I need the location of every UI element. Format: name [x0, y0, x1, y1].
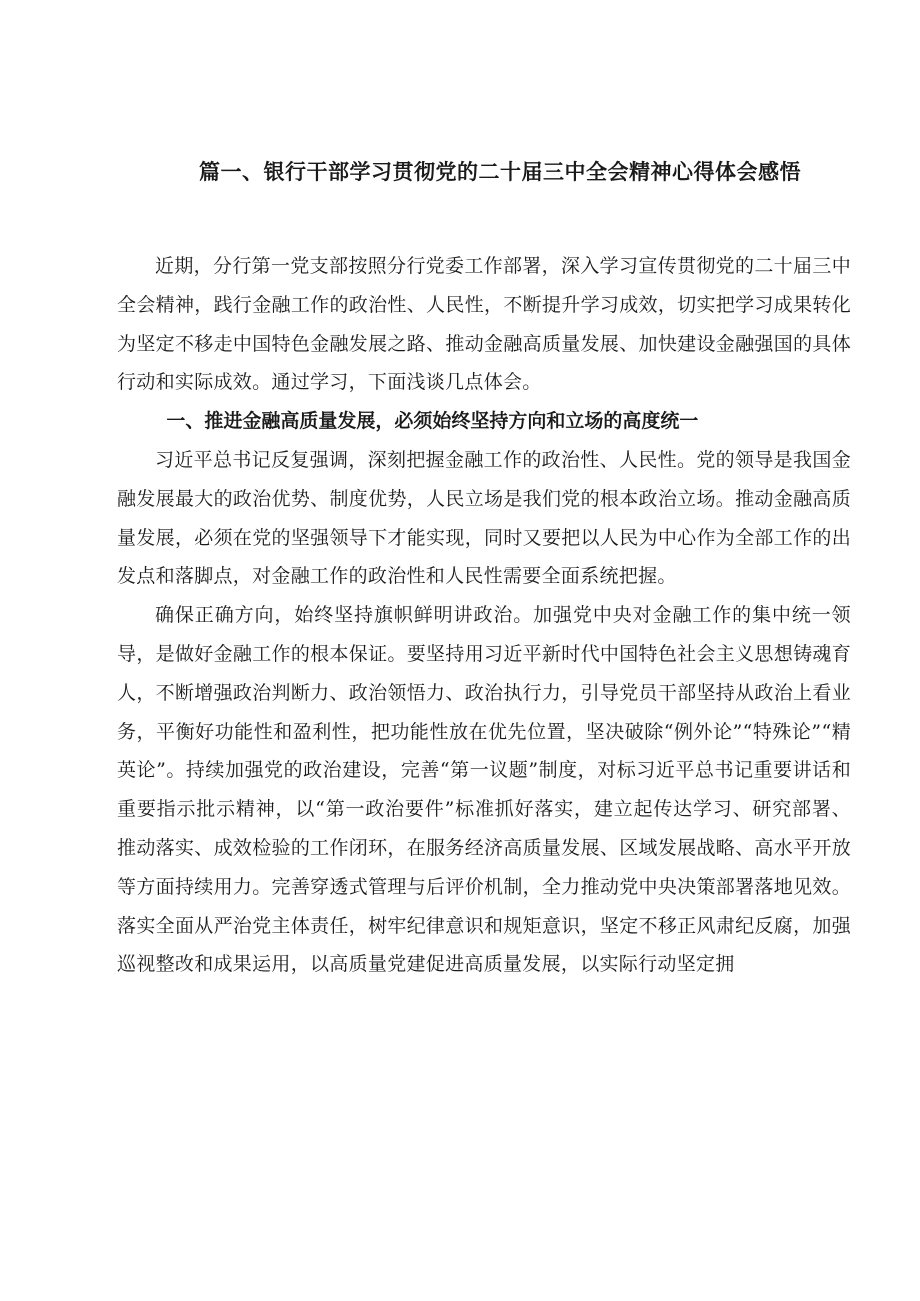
document-title: 篇一、银行干部学习贯彻党的二十届三中全会精神心得体会感悟: [199, 160, 801, 184]
body-paragraph: 习近平总书记反复强调，深刻把握金融工作的政治性、人民性。党的领导是我国金融发展最大的政治优势、制度优势，人民立场是我们党的根本政治立场。推动金融高质量发展，必须在党的坚强领导下才能实现，同时又要把以人民为中心作为全部工作的出发点和落脚点，对金融工作的政治性和人民性需要全面系统把握。: [117, 448, 851, 588]
section-heading: 一、推进金融高质量发展，必须始终坚持方向和立场的高度统一: [166, 410, 699, 433]
body-paragraph: 确保正确方向，始终坚持旗帜鲜明讲政治。加强党中央对金融工作的集中统一领导，是做好金融工作的根本保证。要坚持用习近平新时代中国特色社会主义思想铸魂育人，不断增强政治判断力、政治领悟力、政治执行力，引导党员干部坚持从政治上看业务，平衡好功能性和盈利性，把功能性放在优先位置，坚决破除“例外论”“特殊论”“精英论”。持续加强党的政治建设，完善“第一议题”制度，对标习近平总书记重要讲话和重要指示批示精神，以“第一政治要件”标准抓好落实，建立起传达学习、研究部署、推动落实、成效检验的工作闭环，在服务经济高质量发展、区域发展战略、高水平开放等方面持续用力。完善穿透式管理与后评价机制，全力推动党中央决策部署落地见效。落实全面从严治党主体责任，树牢纪律意识和规矩意识，坚定不移正风肃纪反腐，加强巡视整改和成果运用，以高质量党建促进高质量发展，以实际行动坚定拥: [117, 604, 851, 976]
document-body: [117, 247, 851, 984]
intro-paragraph: 近期，分行第一党支部按照分行党委工作部署，深入学习宣传贯彻党的二十届三中全会精神，践行金融工作的政治性、人民性，不断提升学习成效，切实把学习成果转化为坚定不移走中国特色金融发展之路、推动金融高质量发展、加快建设金融强国的具体行动和实际成效。通过学习，下面浅谈几点体会。: [117, 255, 851, 394]
